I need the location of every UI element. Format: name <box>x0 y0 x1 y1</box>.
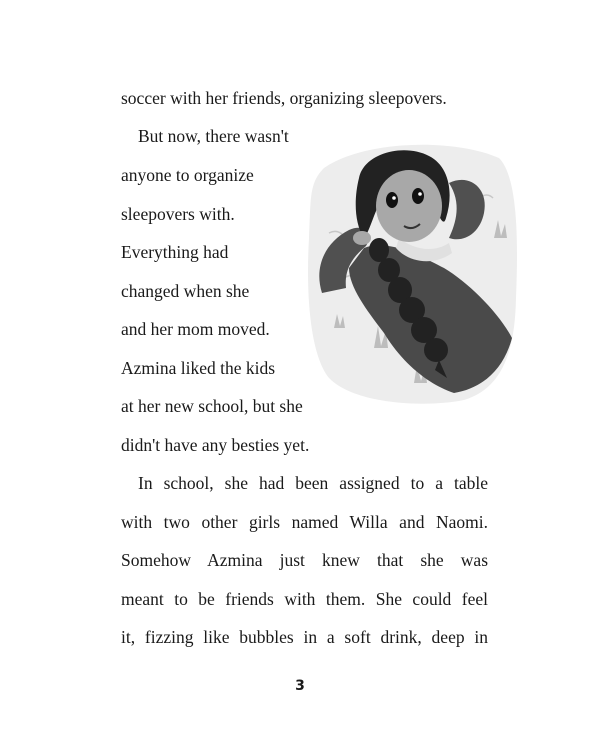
left-eye <box>386 192 398 208</box>
text-line-1: soccer with her friends, organizing sleepovers. <box>121 88 447 108</box>
text-line-7: and her mom moved. <box>121 319 270 339</box>
text-line-9: at her new school, but she <box>121 396 303 416</box>
text-line-12: with two other girls named Willa and Naomi. <box>121 512 488 532</box>
text-line-5: Everything had <box>121 242 229 262</box>
text-line-13: Somehow Azmina just knew that she was <box>121 550 488 570</box>
text-line-15: it, fizzing like bubbles in a soft drink, deep in <box>121 627 488 647</box>
face <box>376 170 442 242</box>
page-number: 3 <box>295 678 305 694</box>
text-line-6: changed when she <box>121 281 250 301</box>
text-line-10: didn't have any besties yet. <box>121 435 310 455</box>
text-line-8: Azmina liked the kids <box>121 358 276 378</box>
text-line-3: anyone to organize <box>121 165 254 185</box>
right-eye <box>412 188 424 204</box>
text-line-14: meant to be friends with them. She could feel <box>121 589 488 609</box>
text-line-4: sleepovers with. <box>121 204 235 224</box>
girl-lying-on-grass-illustration <box>304 138 519 406</box>
text-line-2: But now, there wasn't <box>138 126 289 146</box>
text-line-11: In school, she had been assigned to a table <box>138 473 488 493</box>
hand <box>353 231 371 245</box>
